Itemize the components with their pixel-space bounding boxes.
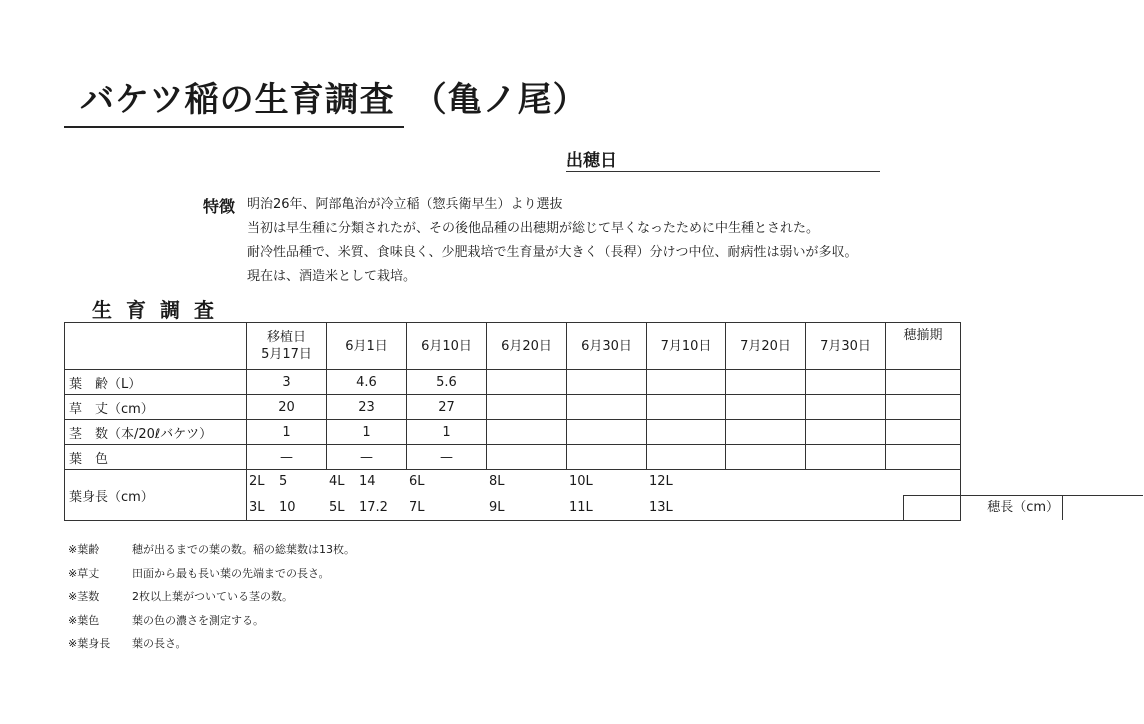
- table-cell[interactable]: [567, 370, 647, 395]
- table-cell[interactable]: [726, 370, 806, 395]
- leaf-key: 6L: [409, 474, 425, 489]
- table-cell[interactable]: [567, 445, 647, 470]
- leaf-key: 13L: [649, 500, 673, 515]
- table-row-leaf-age: [65, 370, 961, 395]
- leaf-key: 5L: [329, 500, 345, 515]
- page-title: バケツ稲の生育調査 （亀ノ尾）: [80, 80, 588, 120]
- table-cell[interactable]: 23: [327, 395, 407, 420]
- table-cell[interactable]: —: [407, 445, 487, 470]
- leaf-value[interactable]: 10: [279, 500, 296, 515]
- ear-length-box: [903, 495, 1143, 520]
- table-cell[interactable]: 3: [247, 370, 327, 395]
- table-cell[interactable]: —: [247, 445, 327, 470]
- row-label: 草 丈（cm）: [65, 395, 247, 420]
- note-key: ※葉齢: [68, 543, 100, 556]
- ear-length-input[interactable]: [1062, 496, 1144, 520]
- note-text: 2枚以上葉がついている茎の数。: [132, 590, 293, 603]
- features-line: 現在は、酒造米として栽培。: [247, 269, 417, 284]
- features-text: [247, 193, 857, 289]
- table-cell[interactable]: [726, 420, 806, 445]
- note-text: 葉の長さ。: [132, 637, 187, 650]
- header-date-cell: 6月20日: [487, 323, 567, 370]
- features-line: 当初は早生種に分類されたが、その後他品種の出穂期が総じて早くなったために中生種とされた。: [247, 221, 820, 236]
- table-cell[interactable]: 20: [247, 395, 327, 420]
- table-row-stem-count: [65, 420, 961, 445]
- table-cell[interactable]: —: [327, 445, 407, 470]
- table-row-leaf-blade-length: [65, 470, 961, 521]
- header-date-cell: 移植日 5月17日: [247, 323, 327, 370]
- leaf-key: 2L: [249, 474, 265, 489]
- table-cell[interactable]: [806, 420, 886, 445]
- table-cell[interactable]: 1: [247, 420, 327, 445]
- features-label: 特徴: [203, 197, 236, 216]
- note-text: 葉の色の濃さを測定する。: [132, 613, 264, 627]
- table-cell[interactable]: [487, 445, 567, 470]
- table-cell[interactable]: [806, 395, 886, 420]
- table-cell[interactable]: 27: [407, 395, 487, 420]
- table-cell[interactable]: [806, 370, 886, 395]
- table-cell[interactable]: [487, 420, 567, 445]
- table-cell[interactable]: [647, 445, 726, 470]
- header-heading-stage-cell: 穂揃期: [886, 323, 961, 370]
- table-cell[interactable]: 4.6: [327, 370, 407, 395]
- growth-survey-table: [64, 322, 1059, 521]
- ear-length-label: 穂長（cm）: [987, 500, 1059, 515]
- header-date-cell: 7月20日: [726, 323, 806, 370]
- table-cell[interactable]: [886, 395, 961, 420]
- leaf-key: 9L: [489, 500, 505, 515]
- leaf-value[interactable]: 5: [279, 474, 288, 489]
- leaf-key: 3L: [249, 500, 265, 515]
- leaf-value[interactable]: 17.2: [359, 500, 388, 515]
- note-key: ※草丈: [68, 566, 100, 580]
- row-label: 葉 齢（L）: [65, 370, 247, 395]
- header-date-cell: 6月30日: [567, 323, 647, 370]
- table-cell[interactable]: [487, 395, 567, 420]
- leaf-key: 7L: [409, 500, 425, 515]
- leaf-key: 11L: [569, 500, 593, 515]
- survey-section-title: 生育調査: [92, 298, 228, 322]
- header-date-cell: 6月10日: [407, 323, 487, 370]
- table-row-plant-height: [65, 395, 961, 420]
- header-date-cell: 7月30日: [806, 323, 886, 370]
- table-cell[interactable]: 5.6: [407, 370, 487, 395]
- leaf-key: 8L: [489, 474, 505, 489]
- table-cell[interactable]: 1: [407, 420, 487, 445]
- table-cell[interactable]: [567, 420, 647, 445]
- table-cell[interactable]: [886, 445, 961, 470]
- leaf-key: 12L: [649, 474, 673, 489]
- note-key: ※葉身長: [68, 637, 111, 650]
- note-key: ※葉色: [68, 613, 100, 627]
- table-cell[interactable]: [886, 420, 961, 445]
- note-text: 田面から最も長い葉の先端までの長さ。: [132, 566, 330, 580]
- leaf-key: 10L: [569, 474, 593, 489]
- features-line: 耐冷性品種で、米質、食味良く、少肥栽培で生育量が大きく（長稈）分けつ中位、耐病性は弱いが多収。: [247, 245, 858, 260]
- table-cell[interactable]: [567, 395, 647, 420]
- table-row-leaf-color: [65, 445, 961, 470]
- row-label: 葉 色: [65, 445, 247, 470]
- table-cell[interactable]: 1: [327, 420, 407, 445]
- note-text: 穂が出るまでの葉の数。稲の総葉数は13枚。: [132, 543, 355, 556]
- table-cell[interactable]: [726, 445, 806, 470]
- heading-date-input-line[interactable]: [566, 171, 880, 172]
- features-line: 明治26年、阿部亀治が冷立稲（惣兵衛早生）より選抜: [247, 197, 563, 212]
- table-cell[interactable]: [647, 370, 726, 395]
- header-date-cell: 6月1日: [327, 323, 407, 370]
- header-date-cell: 7月10日: [647, 323, 726, 370]
- note-key: ※茎数: [68, 590, 100, 603]
- table-header-row: [65, 323, 961, 370]
- header-corner-cell: [65, 323, 247, 370]
- table-cell[interactable]: [487, 370, 567, 395]
- leaf-length-cell: [247, 470, 1059, 521]
- table-cell[interactable]: [647, 395, 726, 420]
- row-label: 葉身長（cm）: [65, 470, 247, 521]
- heading-date-label: 出穂日: [566, 151, 617, 171]
- table-cell[interactable]: [806, 445, 886, 470]
- row-label: 茎 数（本/20ℓバケツ）: [65, 420, 247, 445]
- table-cell[interactable]: [647, 420, 726, 445]
- leaf-key: 4L: [329, 474, 345, 489]
- title-underline: [64, 126, 404, 128]
- table-cell[interactable]: [726, 395, 806, 420]
- table-cell[interactable]: [886, 370, 961, 395]
- leaf-value[interactable]: 14: [359, 474, 376, 489]
